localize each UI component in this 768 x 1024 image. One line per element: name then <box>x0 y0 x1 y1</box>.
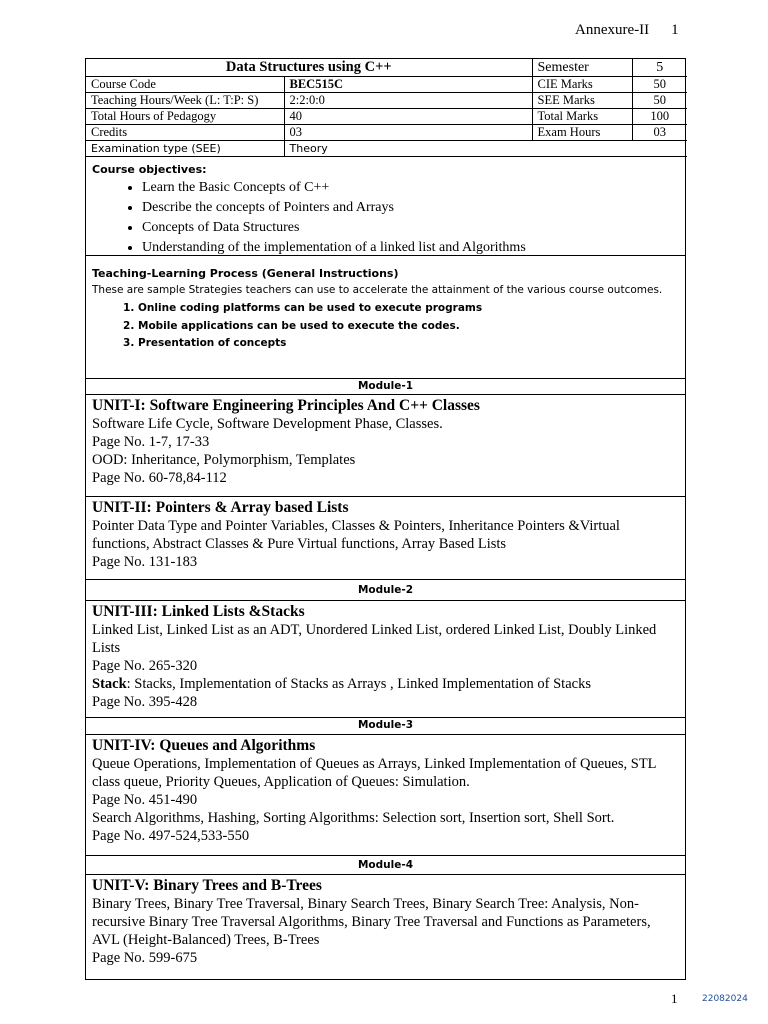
exam-type-value: Theory <box>284 141 687 157</box>
unit-2-section <box>86 497 685 580</box>
unit-5-title: UNIT-V: Binary Trees and B-Trees <box>92 877 322 894</box>
page-header <box>575 22 679 39</box>
row-value: 2:2:0:0 <box>284 93 532 109</box>
objectives-list <box>92 178 679 258</box>
unit-text: Page No. 497-524,533-550 <box>92 828 250 844</box>
list-item: • Understanding of the implementation of a linked list and Algorithms <box>142 238 679 258</box>
list-item: • Learn the Basic Concepts of C++ <box>142 178 679 198</box>
unit-text: Software Life Cycle, Software Development Phase, Classes. <box>92 416 443 432</box>
module-4-heading: Module-4 <box>86 856 685 875</box>
row-value: 40 <box>284 109 532 125</box>
row-label: CIE Marks <box>532 77 632 93</box>
unit-4-title: UNIT-IV: Queues and Algorithms <box>92 737 316 754</box>
row-label: Exam Hours <box>532 125 632 141</box>
row-value: 100 <box>632 109 687 125</box>
unit-4-section <box>86 735 685 856</box>
list-item: • Describe the concepts of Pointers and Arrays <box>142 198 679 218</box>
table-row <box>86 109 687 125</box>
unit-5-section <box>86 875 685 967</box>
objectives-heading: Course objectives: <box>92 163 207 176</box>
table-row <box>86 125 687 141</box>
table-row <box>86 93 687 109</box>
unit-text: Pointer Data Type and Pointer Variables, Classes & Pointers, Inheritance Pointers &Virtual functions, Abstract Classes & Pure Virtual functions, Array Based Lists <box>92 518 620 552</box>
unit-text: Queue Operations, Implementation of Queues as Arrays, Linked Implementation of Queues, STL class queue, Priority Queues, Application of Queues: Simulation. <box>92 756 657 790</box>
unit-2-title: UNIT-II: Pointers & Array based Lists <box>92 499 349 516</box>
list-item: • Concepts of Data Structures <box>142 218 679 238</box>
course-code-value: BEC515C <box>284 77 532 93</box>
row-value: 50 <box>632 93 687 109</box>
stack-text: : Stacks, Implementation of Stacks as Arrays , Linked Implementation of Stacks <box>126 676 591 692</box>
syllabus-sheet <box>85 58 686 980</box>
row-label: Total Hours of Pedagogy <box>86 109 284 125</box>
teaching-learning-section <box>86 256 685 379</box>
row-value: 03 <box>632 125 687 141</box>
row-label: Credits <box>86 125 284 141</box>
unit-text: OOD: Inheritance, Polymorphism, Templates <box>92 452 356 468</box>
module-3-heading: Module-3 <box>86 718 685 735</box>
unit-text: Binary Trees, Binary Tree Traversal, Binary Search Trees, Binary Search Tree: Analysis, Non-recursive Binary Tree Traversal Algorithms, Binary Tree Traversal and Functions as Parameters, AVL (Height-Balanced) Trees, B-Trees <box>92 896 651 948</box>
teaching-list <box>92 300 679 353</box>
unit-text: Page No. 1-7, 17-33 <box>92 434 210 450</box>
table-row <box>86 77 687 93</box>
teaching-description: These are sample Strategies teachers can use to accelerate the attainment of the various course outcomes. <box>92 284 663 296</box>
list-item: 1. Online coding platforms can be used to execute programs <box>138 300 679 318</box>
unit-text: Page No. 599-675 <box>92 950 198 966</box>
unit-3-title: UNIT-III: Linked Lists &Stacks <box>92 603 305 620</box>
unit-text <box>92 675 679 693</box>
table-row <box>86 141 687 157</box>
course-info-table <box>86 59 687 157</box>
unit-1-section <box>86 395 685 497</box>
footer-page-number: 1 <box>671 991 678 1006</box>
course-title: Data Structures using C++ <box>86 59 532 77</box>
course-title-row <box>86 59 687 77</box>
stack-label: Stack <box>92 676 127 692</box>
unit-text: Page No. 265-320 <box>92 658 198 674</box>
teaching-heading: Teaching-Learning Process (General Instructions) <box>92 267 399 280</box>
semester-value: 5 <box>632 59 687 77</box>
row-value: 50 <box>632 77 687 93</box>
unit-text: Search Algorithms, Hashing, Sorting Algorithms: Selection sort, Insertion sort, Shell Sort. <box>92 810 615 826</box>
row-label: SEE Marks <box>532 93 632 109</box>
course-objectives-section <box>86 157 685 256</box>
list-item: 2. Mobile applications can be used to execute the codes. <box>138 318 679 336</box>
module-2-heading: Module-2 <box>86 580 685 601</box>
module-1-heading: Module-1 <box>86 379 685 395</box>
header-page-number: 1 <box>671 22 679 38</box>
row-label: Teaching Hours/Week (L: T:P: S) <box>86 93 284 109</box>
exam-type-label: Examination type (SEE) <box>86 141 284 157</box>
annexure-label: Annexure-II <box>575 22 650 38</box>
row-label: Total Marks <box>532 109 632 125</box>
unit-text: Page No. 451-490 <box>92 792 198 808</box>
semester-label: Semester <box>532 59 632 77</box>
unit-3-section <box>86 601 685 718</box>
unit-text: Linked List, Linked List as an ADT, Unordered Linked List, ordered Linked List, Doubly Linked Lists <box>92 622 657 656</box>
unit-text: Page No. 395-428 <box>92 694 198 710</box>
row-label: Course Code <box>86 77 284 93</box>
footer-code: 22082024 <box>702 994 748 1004</box>
unit-1-title: UNIT-I: Software Engineering Principles And C++ Classes <box>92 397 480 414</box>
unit-text: Page No. 131-183 <box>92 554 198 570</box>
unit-text: Page No. 60-78,84-112 <box>92 470 227 486</box>
list-item: 3. Presentation of concepts <box>138 335 679 353</box>
row-value: 03 <box>284 125 532 141</box>
